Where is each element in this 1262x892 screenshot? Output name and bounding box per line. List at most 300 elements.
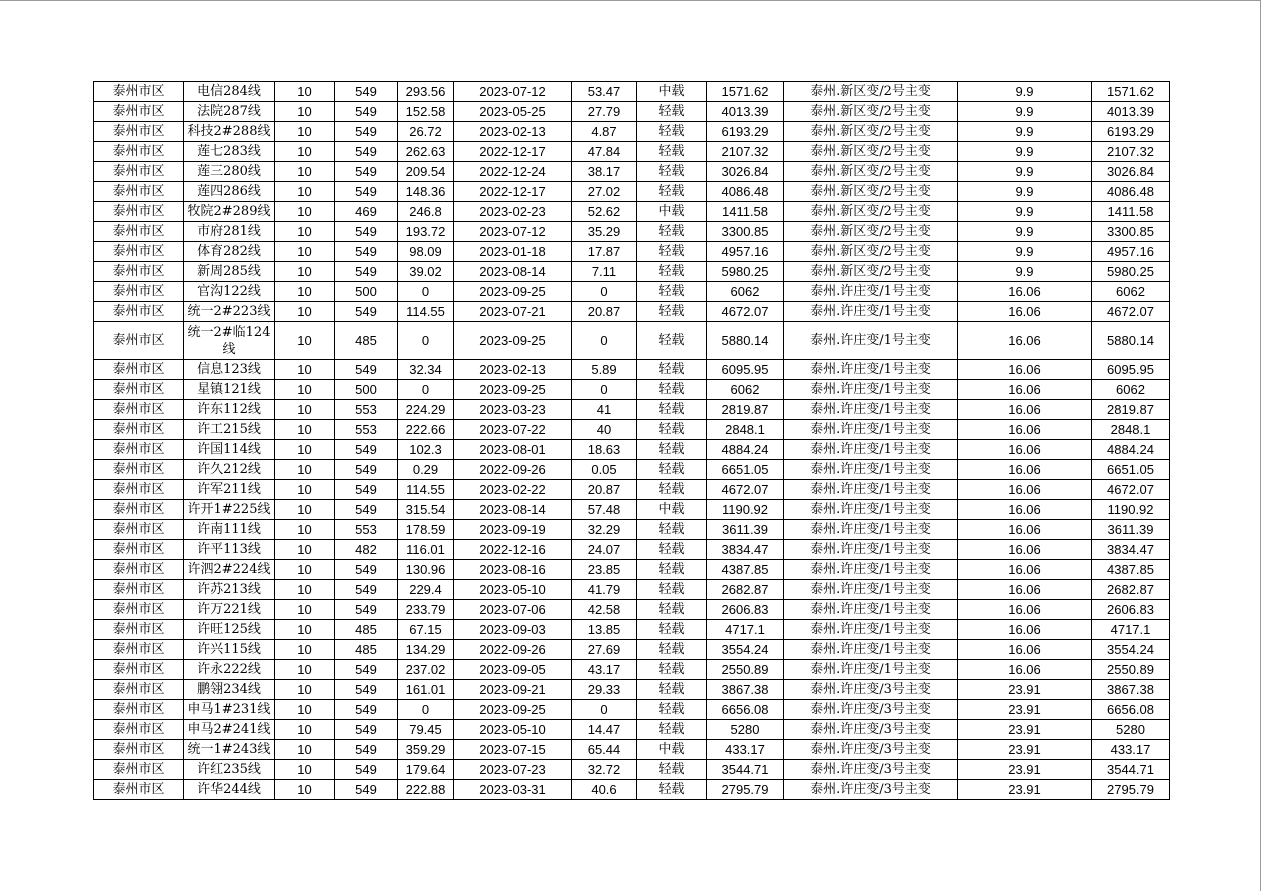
- load-state-cell: 轻载: [637, 102, 707, 122]
- line-name-cell: 许红235线: [184, 760, 275, 780]
- available-capacity-cell: 2682.87: [1092, 580, 1170, 600]
- table-row: [94, 440, 1170, 460]
- available-capacity-cell: 4717.1: [1092, 620, 1170, 640]
- transformer-load-cell: 23.91: [958, 740, 1092, 760]
- voltage-cell: 10: [275, 360, 335, 380]
- load-rate-cell: 0: [572, 282, 637, 302]
- table-row: [94, 780, 1170, 800]
- transformer-cell: 泰州.许庄变/1号主变: [784, 600, 958, 620]
- available-capacity-cell: 3300.85: [1092, 222, 1170, 242]
- area-cell: 泰州市区: [94, 82, 184, 102]
- load-rate-cell: 40: [572, 420, 637, 440]
- area-cell: 泰州市区: [94, 600, 184, 620]
- rated-capacity-cell: 549: [335, 142, 398, 162]
- table-row: [94, 262, 1170, 282]
- rated-capacity-cell: 549: [335, 262, 398, 282]
- date-cell: 2023-09-19: [454, 520, 572, 540]
- area-cell: 泰州市区: [94, 122, 184, 142]
- table-row: [94, 700, 1170, 720]
- rated-capacity-cell: 549: [335, 680, 398, 700]
- open-capacity-cell: 3867.38: [707, 680, 784, 700]
- table-row: [94, 500, 1170, 520]
- line-name-cell: 许泗2#224线: [184, 560, 275, 580]
- max-load-cell: 32.34: [398, 360, 454, 380]
- transformer-load-cell: 16.06: [958, 360, 1092, 380]
- open-capacity-cell: 4013.39: [707, 102, 784, 122]
- available-capacity-cell: 3554.24: [1092, 640, 1170, 660]
- max-load-cell: 0: [398, 700, 454, 720]
- available-capacity-cell: 4672.07: [1092, 302, 1170, 322]
- table-row: [94, 142, 1170, 162]
- voltage-cell: 10: [275, 700, 335, 720]
- area-cell: 泰州市区: [94, 660, 184, 680]
- table-row: [94, 182, 1170, 202]
- load-state-cell: 轻载: [637, 162, 707, 182]
- voltage-cell: 10: [275, 380, 335, 400]
- load-rate-cell: 52.62: [572, 202, 637, 222]
- available-capacity-cell: 5280: [1092, 720, 1170, 740]
- max-load-cell: 0: [398, 380, 454, 400]
- transformer-cell: 泰州.新区变/2号主变: [784, 222, 958, 242]
- line-name-cell: 许开1#225线: [184, 500, 275, 520]
- rated-capacity-cell: 549: [335, 560, 398, 580]
- transformer-load-cell: 9.9: [958, 142, 1092, 162]
- table-row: [94, 620, 1170, 640]
- available-capacity-cell: 2107.32: [1092, 142, 1170, 162]
- line-name-cell: 法院287线: [184, 102, 275, 122]
- area-cell: 泰州市区: [94, 720, 184, 740]
- max-load-cell: 67.15: [398, 620, 454, 640]
- max-load-cell: 193.72: [398, 222, 454, 242]
- voltage-cell: 10: [275, 400, 335, 420]
- load-state-cell: 轻载: [637, 580, 707, 600]
- transformer-load-cell: 9.9: [958, 182, 1092, 202]
- voltage-cell: 10: [275, 162, 335, 182]
- rated-capacity-cell: 482: [335, 540, 398, 560]
- voltage-cell: 10: [275, 222, 335, 242]
- line-name-cell: 统一2#临124线: [184, 322, 275, 360]
- area-cell: 泰州市区: [94, 520, 184, 540]
- rated-capacity-cell: 553: [335, 420, 398, 440]
- area-cell: 泰州市区: [94, 302, 184, 322]
- max-load-cell: 114.55: [398, 302, 454, 322]
- line-name-cell: 电信284线: [184, 82, 275, 102]
- load-rate-cell: 41.79: [572, 580, 637, 600]
- voltage-cell: 10: [275, 640, 335, 660]
- area-cell: 泰州市区: [94, 142, 184, 162]
- max-load-cell: 134.29: [398, 640, 454, 660]
- load-rate-cell: 35.29: [572, 222, 637, 242]
- transformer-load-cell: 9.9: [958, 122, 1092, 142]
- voltage-cell: 10: [275, 242, 335, 262]
- open-capacity-cell: 4672.07: [707, 480, 784, 500]
- date-cell: 2022-09-26: [454, 460, 572, 480]
- date-cell: 2023-08-14: [454, 500, 572, 520]
- table-row: [94, 122, 1170, 142]
- load-state-cell: 轻载: [637, 380, 707, 400]
- line-name-cell: 星镇121线: [184, 380, 275, 400]
- open-capacity-cell: 2795.79: [707, 780, 784, 800]
- load-rate-cell: 47.84: [572, 142, 637, 162]
- date-cell: 2023-09-25: [454, 380, 572, 400]
- transformer-load-cell: 9.9: [958, 82, 1092, 102]
- available-capacity-cell: 2795.79: [1092, 780, 1170, 800]
- open-capacity-cell: 6651.05: [707, 460, 784, 480]
- date-cell: 2023-03-23: [454, 400, 572, 420]
- area-cell: 泰州市区: [94, 480, 184, 500]
- load-rate-cell: 7.11: [572, 262, 637, 282]
- transformer-cell: 泰州.新区变/2号主变: [784, 262, 958, 282]
- open-capacity-cell: 3834.47: [707, 540, 784, 560]
- rated-capacity-cell: 469: [335, 202, 398, 222]
- open-capacity-cell: 2107.32: [707, 142, 784, 162]
- date-cell: 2023-02-13: [454, 122, 572, 142]
- rated-capacity-cell: 549: [335, 600, 398, 620]
- table-row: [94, 420, 1170, 440]
- area-cell: 泰州市区: [94, 620, 184, 640]
- available-capacity-cell: 2819.87: [1092, 400, 1170, 420]
- open-capacity-cell: 4957.16: [707, 242, 784, 262]
- transformer-load-cell: 16.06: [958, 620, 1092, 640]
- rated-capacity-cell: 549: [335, 780, 398, 800]
- max-load-cell: 222.88: [398, 780, 454, 800]
- transformer-cell: 泰州.许庄变/3号主变: [784, 700, 958, 720]
- transformer-cell: 泰州.许庄变/1号主变: [784, 620, 958, 640]
- rated-capacity-cell: 500: [335, 380, 398, 400]
- voltage-cell: 10: [275, 102, 335, 122]
- date-cell: 2023-07-21: [454, 302, 572, 322]
- open-capacity-cell: 3611.39: [707, 520, 784, 540]
- date-cell: 2023-09-25: [454, 700, 572, 720]
- load-rate-cell: 17.87: [572, 242, 637, 262]
- line-name-cell: 许苏213线: [184, 580, 275, 600]
- max-load-cell: 233.79: [398, 600, 454, 620]
- max-load-cell: 102.3: [398, 440, 454, 460]
- rated-capacity-cell: 549: [335, 500, 398, 520]
- available-capacity-cell: 1571.62: [1092, 82, 1170, 102]
- rated-capacity-cell: 549: [335, 82, 398, 102]
- load-state-cell: 轻载: [637, 780, 707, 800]
- table-row: [94, 380, 1170, 400]
- max-load-cell: 262.63: [398, 142, 454, 162]
- transformer-cell: 泰州.许庄变/1号主变: [784, 282, 958, 302]
- transformer-load-cell: 9.9: [958, 162, 1092, 182]
- date-cell: 2023-02-22: [454, 480, 572, 500]
- line-name-cell: 莲七283线: [184, 142, 275, 162]
- open-capacity-cell: 2848.1: [707, 420, 784, 440]
- available-capacity-cell: 4884.24: [1092, 440, 1170, 460]
- line-name-cell: 许兴115线: [184, 640, 275, 660]
- available-capacity-cell: 4013.39: [1092, 102, 1170, 122]
- voltage-cell: 10: [275, 580, 335, 600]
- table-row: [94, 102, 1170, 122]
- available-capacity-cell: 4672.07: [1092, 480, 1170, 500]
- transformer-cell: 泰州.许庄变/1号主变: [784, 560, 958, 580]
- load-rate-cell: 38.17: [572, 162, 637, 182]
- date-cell: 2023-02-23: [454, 202, 572, 222]
- load-rate-cell: 29.33: [572, 680, 637, 700]
- voltage-cell: 10: [275, 740, 335, 760]
- voltage-cell: 10: [275, 82, 335, 102]
- transformer-load-cell: 16.06: [958, 580, 1092, 600]
- rated-capacity-cell: 549: [335, 740, 398, 760]
- max-load-cell: 246.8: [398, 202, 454, 222]
- load-state-cell: 轻载: [637, 122, 707, 142]
- load-state-cell: 轻载: [637, 182, 707, 202]
- table-row: [94, 720, 1170, 740]
- date-cell: 2022-12-24: [454, 162, 572, 182]
- area-cell: 泰州市区: [94, 640, 184, 660]
- open-capacity-cell: 2819.87: [707, 400, 784, 420]
- transformer-cell: 泰州.新区变/2号主变: [784, 142, 958, 162]
- voltage-cell: 10: [275, 262, 335, 282]
- voltage-cell: 10: [275, 182, 335, 202]
- line-name-cell: 莲三280线: [184, 162, 275, 182]
- load-state-cell: 轻载: [637, 720, 707, 740]
- date-cell: 2023-09-25: [454, 282, 572, 302]
- area-cell: 泰州市区: [94, 540, 184, 560]
- rated-capacity-cell: 549: [335, 580, 398, 600]
- voltage-cell: 10: [275, 322, 335, 360]
- transformer-cell: 泰州.许庄变/1号主变: [784, 540, 958, 560]
- transformer-load-cell: 16.06: [958, 660, 1092, 680]
- rated-capacity-cell: 549: [335, 162, 398, 182]
- available-capacity-cell: 2848.1: [1092, 420, 1170, 440]
- date-cell: 2023-09-21: [454, 680, 572, 700]
- transformer-load-cell: 16.06: [958, 282, 1092, 302]
- transformer-cell: 泰州.许庄变/3号主变: [784, 760, 958, 780]
- max-load-cell: 161.01: [398, 680, 454, 700]
- transformer-load-cell: 9.9: [958, 242, 1092, 262]
- area-cell: 泰州市区: [94, 202, 184, 222]
- load-rate-cell: 13.85: [572, 620, 637, 640]
- load-rate-cell: 0: [572, 700, 637, 720]
- area-cell: 泰州市区: [94, 380, 184, 400]
- max-load-cell: 315.54: [398, 500, 454, 520]
- max-load-cell: 148.36: [398, 182, 454, 202]
- open-capacity-cell: 433.17: [707, 740, 784, 760]
- line-name-cell: 许华244线: [184, 780, 275, 800]
- line-name-cell: 申马2#241线: [184, 720, 275, 740]
- transformer-cell: 泰州.许庄变/1号主变: [784, 640, 958, 660]
- load-state-cell: 轻载: [637, 660, 707, 680]
- max-load-cell: 130.96: [398, 560, 454, 580]
- load-rate-cell: 32.72: [572, 760, 637, 780]
- transformer-cell: 泰州.许庄变/1号主变: [784, 500, 958, 520]
- max-load-cell: 359.29: [398, 740, 454, 760]
- rated-capacity-cell: 549: [335, 122, 398, 142]
- area-cell: 泰州市区: [94, 262, 184, 282]
- available-capacity-cell: 3611.39: [1092, 520, 1170, 540]
- load-rate-cell: 5.89: [572, 360, 637, 380]
- rated-capacity-cell: 549: [335, 182, 398, 202]
- max-load-cell: 114.55: [398, 480, 454, 500]
- date-cell: 2023-07-12: [454, 222, 572, 242]
- load-rate-cell: 42.58: [572, 600, 637, 620]
- transformer-cell: 泰州.许庄变/1号主变: [784, 420, 958, 440]
- max-load-cell: 179.64: [398, 760, 454, 780]
- load-rate-cell: 41: [572, 400, 637, 420]
- transformer-load-cell: 23.91: [958, 780, 1092, 800]
- max-load-cell: 0: [398, 282, 454, 302]
- voltage-cell: 10: [275, 680, 335, 700]
- available-capacity-cell: 5980.25: [1092, 262, 1170, 282]
- table-row: [94, 640, 1170, 660]
- available-capacity-cell: 1190.92: [1092, 500, 1170, 520]
- line-name-cell: 信息123线: [184, 360, 275, 380]
- line-name-cell: 鹏翎234线: [184, 680, 275, 700]
- line-name-cell: 统一1#243线: [184, 740, 275, 760]
- line-name-cell: 体育282线: [184, 242, 275, 262]
- date-cell: 2023-07-12: [454, 82, 572, 102]
- transformer-load-cell: 16.06: [958, 560, 1092, 580]
- date-cell: 2023-08-14: [454, 262, 572, 282]
- load-state-cell: 轻载: [637, 460, 707, 480]
- date-cell: 2023-09-05: [454, 660, 572, 680]
- date-cell: 2023-07-23: [454, 760, 572, 780]
- open-capacity-cell: 6656.08: [707, 700, 784, 720]
- area-cell: 泰州市区: [94, 222, 184, 242]
- load-rate-cell: 57.48: [572, 500, 637, 520]
- table-row: [94, 162, 1170, 182]
- max-load-cell: 0: [398, 322, 454, 360]
- load-state-cell: 轻载: [637, 480, 707, 500]
- area-cell: 泰州市区: [94, 700, 184, 720]
- transformer-cell: 泰州.许庄变/1号主变: [784, 360, 958, 380]
- transformer-cell: 泰州.新区变/2号主变: [784, 82, 958, 102]
- available-capacity-cell: 1411.58: [1092, 202, 1170, 222]
- date-cell: 2023-01-18: [454, 242, 572, 262]
- date-cell: 2023-03-31: [454, 780, 572, 800]
- table-row: [94, 460, 1170, 480]
- area-cell: 泰州市区: [94, 400, 184, 420]
- transformer-load-cell: 23.91: [958, 720, 1092, 740]
- rated-capacity-cell: 549: [335, 700, 398, 720]
- transformer-load-cell: 9.9: [958, 262, 1092, 282]
- area-cell: 泰州市区: [94, 440, 184, 460]
- transformer-cell: 泰州.许庄变/1号主变: [784, 520, 958, 540]
- table-row: [94, 580, 1170, 600]
- open-capacity-cell: 5980.25: [707, 262, 784, 282]
- load-rate-cell: 27.79: [572, 102, 637, 122]
- transformer-cell: 泰州.许庄变/1号主变: [784, 400, 958, 420]
- transformer-cell: 泰州.新区变/2号主变: [784, 102, 958, 122]
- transformer-load-cell: 16.06: [958, 322, 1092, 360]
- table-row: [94, 302, 1170, 322]
- load-state-cell: 轻载: [637, 760, 707, 780]
- line-load-table: [93, 81, 1170, 800]
- available-capacity-cell: 3026.84: [1092, 162, 1170, 182]
- table-body: [94, 82, 1170, 800]
- line-name-cell: 牧院2#289线: [184, 202, 275, 222]
- load-rate-cell: 4.87: [572, 122, 637, 142]
- rated-capacity-cell: 553: [335, 520, 398, 540]
- table-row: [94, 520, 1170, 540]
- line-name-cell: 莲四286线: [184, 182, 275, 202]
- area-cell: 泰州市区: [94, 102, 184, 122]
- open-capacity-cell: 3554.24: [707, 640, 784, 660]
- voltage-cell: 10: [275, 660, 335, 680]
- available-capacity-cell: 4957.16: [1092, 242, 1170, 262]
- area-cell: 泰州市区: [94, 780, 184, 800]
- line-name-cell: 许国114线: [184, 440, 275, 460]
- available-capacity-cell: 4086.48: [1092, 182, 1170, 202]
- table-row: [94, 242, 1170, 262]
- line-name-cell: 许工215线: [184, 420, 275, 440]
- rated-capacity-cell: 485: [335, 322, 398, 360]
- transformer-cell: 泰州.许庄变/3号主变: [784, 680, 958, 700]
- load-state-cell: 轻载: [637, 242, 707, 262]
- max-load-cell: 0.29: [398, 460, 454, 480]
- load-state-cell: 轻载: [637, 440, 707, 460]
- transformer-cell: 泰州.新区变/2号主变: [784, 162, 958, 182]
- transformer-load-cell: 9.9: [958, 222, 1092, 242]
- line-name-cell: 科技2#288线: [184, 122, 275, 142]
- table-row: [94, 400, 1170, 420]
- load-rate-cell: 40.6: [572, 780, 637, 800]
- load-state-cell: 轻载: [637, 620, 707, 640]
- transformer-cell: 泰州.许庄变/1号主变: [784, 580, 958, 600]
- load-state-cell: 轻载: [637, 560, 707, 580]
- voltage-cell: 10: [275, 122, 335, 142]
- voltage-cell: 10: [275, 282, 335, 302]
- line-name-cell: 许万221线: [184, 600, 275, 620]
- available-capacity-cell: 3867.38: [1092, 680, 1170, 700]
- table-row: [94, 222, 1170, 242]
- transformer-cell: 泰州.许庄变/3号主变: [784, 780, 958, 800]
- table-row: [94, 760, 1170, 780]
- table-row: [94, 740, 1170, 760]
- max-load-cell: 229.4: [398, 580, 454, 600]
- available-capacity-cell: 6095.95: [1092, 360, 1170, 380]
- voltage-cell: 10: [275, 720, 335, 740]
- line-name-cell: 申马1#231线: [184, 700, 275, 720]
- open-capacity-cell: 4086.48: [707, 182, 784, 202]
- load-state-cell: 轻载: [637, 640, 707, 660]
- load-rate-cell: 0: [572, 380, 637, 400]
- transformer-load-cell: 16.06: [958, 420, 1092, 440]
- load-rate-cell: 20.87: [572, 480, 637, 500]
- load-state-cell: 轻载: [637, 322, 707, 360]
- table-row: [94, 322, 1170, 360]
- open-capacity-cell: 1190.92: [707, 500, 784, 520]
- line-name-cell: 许永222线: [184, 660, 275, 680]
- area-cell: 泰州市区: [94, 182, 184, 202]
- voltage-cell: 10: [275, 440, 335, 460]
- line-name-cell: 许军211线: [184, 480, 275, 500]
- voltage-cell: 10: [275, 780, 335, 800]
- max-load-cell: 152.58: [398, 102, 454, 122]
- open-capacity-cell: 3544.71: [707, 760, 784, 780]
- transformer-load-cell: 16.06: [958, 400, 1092, 420]
- area-cell: 泰州市区: [94, 162, 184, 182]
- open-capacity-cell: 5280: [707, 720, 784, 740]
- available-capacity-cell: 2606.83: [1092, 600, 1170, 620]
- available-capacity-cell: 2550.89: [1092, 660, 1170, 680]
- line-name-cell: 统一2#223线: [184, 302, 275, 322]
- voltage-cell: 10: [275, 620, 335, 640]
- table-row: [94, 282, 1170, 302]
- open-capacity-cell: 6062: [707, 380, 784, 400]
- load-state-cell: 轻载: [637, 262, 707, 282]
- load-rate-cell: 0: [572, 322, 637, 360]
- transformer-load-cell: 16.06: [958, 640, 1092, 660]
- line-name-cell: 市府281线: [184, 222, 275, 242]
- line-name-cell: 官沟122线: [184, 282, 275, 302]
- transformer-load-cell: 9.9: [958, 102, 1092, 122]
- rated-capacity-cell: 549: [335, 242, 398, 262]
- transformer-load-cell: 23.91: [958, 760, 1092, 780]
